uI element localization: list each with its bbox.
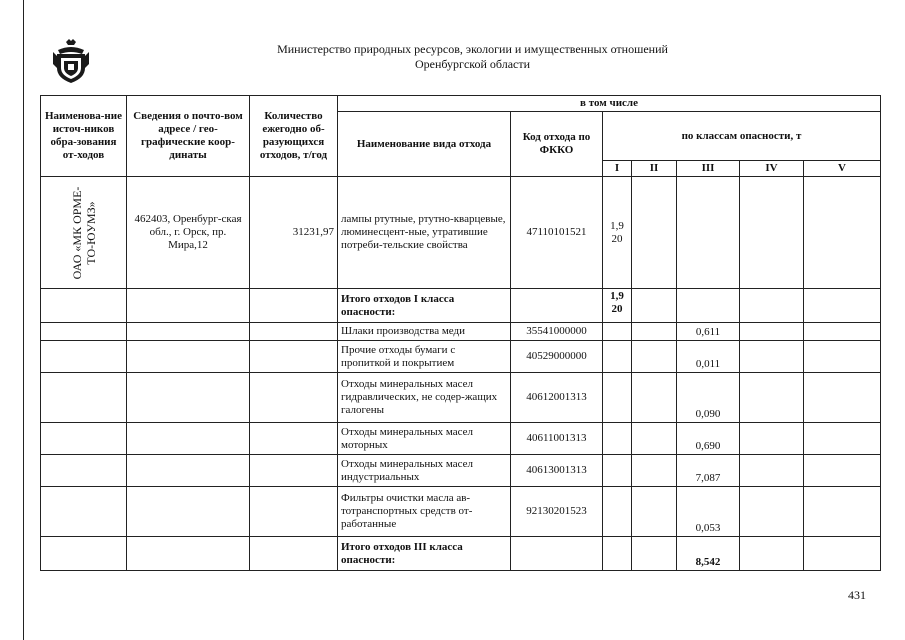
source-cell <box>41 373 127 423</box>
source-cell <box>41 341 127 373</box>
col-header-class-i: I <box>603 161 632 177</box>
source-name: ОАО «МК ОРМЕ-ТО-ЮУМЗ» <box>69 186 98 279</box>
waste-table <box>40 95 881 571</box>
col-header-class-v: V <box>804 161 881 177</box>
source-cell <box>41 487 127 537</box>
total-row <box>41 289 881 323</box>
waste-code: 40529000000 <box>511 341 603 373</box>
class-ii-value <box>632 323 677 341</box>
address-cell <box>127 487 250 537</box>
table-row <box>41 323 881 341</box>
col-header-quantity: Количество ежегодно об-разующихся отходов, т/год <box>250 96 338 177</box>
col-header-hazard-classes: по классам опасности, т <box>603 112 881 161</box>
class-iv-value <box>740 487 804 537</box>
quantity-cell <box>250 341 338 373</box>
waste-rows <box>41 289 881 571</box>
col-header-source: Наименова-ние источ-ников обра-зования от-ходов <box>41 96 127 177</box>
class-iii-value: 8,542 <box>677 537 740 571</box>
class-ii-value <box>632 487 677 537</box>
source-quantity: 31231,97 <box>250 177 338 289</box>
waste-name: Отходы минеральных масел индустриальных <box>338 455 511 487</box>
source-class-iii <box>677 177 740 289</box>
source-cell <box>41 537 127 571</box>
class-ii-value <box>632 289 677 323</box>
header-row-1 <box>41 96 881 112</box>
class-v-value <box>804 341 881 373</box>
quantity-cell <box>250 423 338 455</box>
class-ii-value <box>632 423 677 455</box>
waste-code: 40611001313 <box>511 423 603 455</box>
class-i-value <box>603 423 632 455</box>
address-cell <box>127 373 250 423</box>
class-v-value <box>804 423 881 455</box>
class-iv-value <box>740 373 804 423</box>
class-v-value <box>804 487 881 537</box>
class-iii-value <box>677 289 740 323</box>
table-row <box>41 423 881 455</box>
table-row <box>41 455 881 487</box>
document-header <box>200 42 745 72</box>
class-ii-value <box>632 341 677 373</box>
class-iv-value <box>740 537 804 571</box>
page-number: 431 <box>848 588 866 602</box>
col-header-including: в том числе <box>338 96 881 112</box>
source-cell <box>41 455 127 487</box>
class-v-value <box>804 537 881 571</box>
waste-name: Фильтры очистки масла ав-тотранспортных средств от-работанные <box>338 487 511 537</box>
class-iii-value: 0,011 <box>677 341 740 373</box>
class-iii-value: 0,690 <box>677 423 740 455</box>
ministry-name: Министерство природных ресурсов, экологии и имущественных отношений <box>277 42 668 56</box>
source-cell <box>41 423 127 455</box>
class-iv-value <box>740 455 804 487</box>
quantity-cell <box>250 537 338 571</box>
class-i-value <box>603 537 632 571</box>
source-row <box>41 177 881 289</box>
coat-of-arms-icon <box>52 38 90 84</box>
class-i-value <box>603 455 632 487</box>
source-class-iv <box>740 177 804 289</box>
waste-code: 92130201523 <box>511 487 603 537</box>
waste-code: 40613001313 <box>511 455 603 487</box>
class-iv-value <box>740 423 804 455</box>
class-i-value <box>603 487 632 537</box>
waste-name: Отходы минеральных масел моторных <box>338 423 511 455</box>
source-class-v <box>804 177 881 289</box>
waste-code: 40612001313 <box>511 373 603 423</box>
class-v-value <box>804 289 881 323</box>
source-class-ii <box>632 177 677 289</box>
class-i-value <box>603 373 632 423</box>
waste-code <box>511 289 603 323</box>
col-header-class-iii: III <box>677 161 740 177</box>
class-iii-value: 0,611 <box>677 323 740 341</box>
source-address: 462403, Оренбург-ская обл., г. Орск, пр. Мира,12 <box>127 177 250 289</box>
class-i-value: 1,9 20 <box>603 289 632 323</box>
waste-code <box>511 537 603 571</box>
class-iii-value: 0,090 <box>677 373 740 423</box>
quantity-cell <box>250 289 338 323</box>
class-iii-value: 0,053 <box>677 487 740 537</box>
region-name: Оренбургской области <box>414 57 531 71</box>
address-cell <box>127 289 250 323</box>
waste-name: Итого отходов I класса опасности: <box>338 289 511 323</box>
col-header-waste-type: Наименование вида отхода <box>338 112 511 177</box>
class-iv-value <box>740 323 804 341</box>
source-class-i: 1,9 20 <box>603 177 632 289</box>
source-cell <box>41 289 127 323</box>
quantity-cell <box>250 373 338 423</box>
source-waste-code: 47110101521 <box>511 177 603 289</box>
total-row <box>41 537 881 571</box>
class-ii-value <box>632 537 677 571</box>
source-waste-name: лампы ртутные, ртутно-кварцевые, люминесцент-ные, утратившие потреби-тельские свойства <box>338 177 511 289</box>
class-iii-value: 7,087 <box>677 455 740 487</box>
table-row <box>41 341 881 373</box>
class-iv-value <box>740 341 804 373</box>
col-header-class-ii: II <box>632 161 677 177</box>
waste-name: Итого отходов III класса опасности: <box>338 537 511 571</box>
class-v-value <box>804 323 881 341</box>
class-i-value <box>603 323 632 341</box>
quantity-cell <box>250 455 338 487</box>
table-row <box>41 373 881 423</box>
class-iv-value <box>740 289 804 323</box>
class-ii-value <box>632 455 677 487</box>
col-header-address: Сведения о почто-вом адресе / гео-графические коор-динаты <box>127 96 250 177</box>
binding-line <box>23 0 24 640</box>
source-name-cell <box>41 177 127 289</box>
waste-name: Шлаки производства меди <box>338 323 511 341</box>
address-cell <box>127 323 250 341</box>
address-cell <box>127 341 250 373</box>
class-v-value <box>804 455 881 487</box>
waste-name: Прочие отходы бумаги с пропиткой и покрытием <box>338 341 511 373</box>
table-row <box>41 487 881 537</box>
source-cell <box>41 323 127 341</box>
address-cell <box>127 423 250 455</box>
class-v-value <box>804 373 881 423</box>
quantity-cell <box>250 323 338 341</box>
address-cell <box>127 537 250 571</box>
col-header-fkko-code: Код отхода по ФККО <box>511 112 603 177</box>
quantity-cell <box>250 487 338 537</box>
address-cell <box>127 455 250 487</box>
class-i-value <box>603 341 632 373</box>
waste-name: Отходы минеральных масел гидравлических, не содер-жащих галогены <box>338 373 511 423</box>
waste-code: 35541000000 <box>511 323 603 341</box>
col-header-class-iv: IV <box>740 161 804 177</box>
class-ii-value <box>632 373 677 423</box>
